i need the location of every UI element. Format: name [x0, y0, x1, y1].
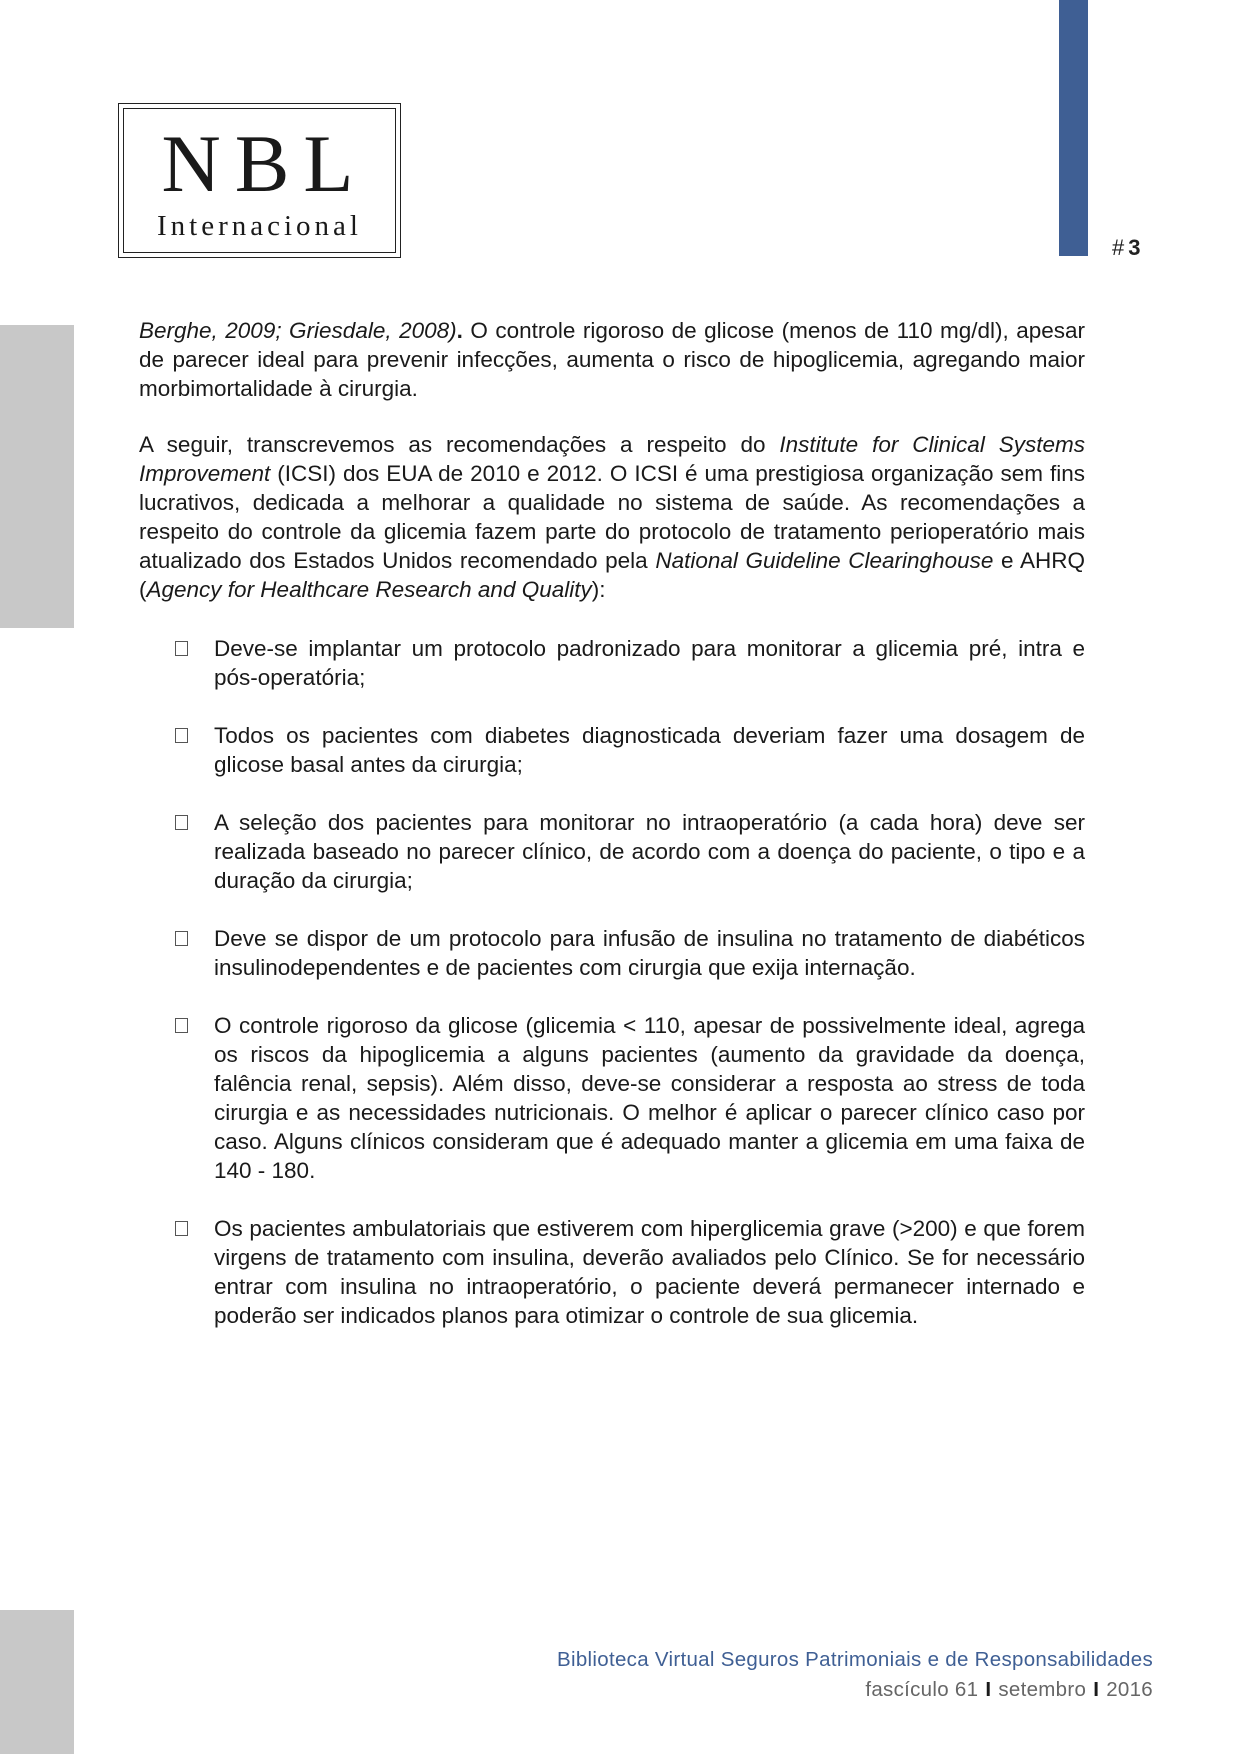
footer-title: Biblioteca Virtual Seguros Patrimoniais e de Responsabilidades — [557, 1648, 1153, 1671]
list-item — [139, 808, 1085, 895]
paragraph-2-text-d: ): — [591, 577, 606, 602]
page-number-prefix: # — [1112, 235, 1125, 260]
footer-month: setembro — [998, 1678, 1087, 1701]
nbl-logo — [118, 103, 401, 258]
accent-bar — [1059, 0, 1088, 256]
paragraph-2-text-a: A seguir, transcrevemos as recomendações a respeito do — [139, 432, 780, 457]
paragraph-1 — [139, 316, 1085, 403]
list-item-text: A seleção dos pacientes para monitorar no intraoperatório (a cada hora) deve ser realizada baseado no parecer clínico, de acordo com a doença do paciente, o tipo e a duração da cirurgia; — [214, 810, 1085, 893]
list-item — [139, 634, 1085, 692]
paragraph-1-text: O controle rigoroso de glicose (menos de 110 mg/dl), apesar de parecer ideal para prevenir infecções, aumenta o risco de hipoglicemia, agregando maior morbimortalidade à cirurgia. — [139, 318, 1085, 401]
bullet-box-icon — [175, 931, 188, 946]
citation: Berghe, 2009; Griesdale, 2008) — [139, 318, 457, 343]
paragraph-2-text-c: e AHRQ ( — [139, 548, 1085, 602]
footer-fasciculo: fascículo 61 — [865, 1678, 979, 1701]
list-item — [139, 1214, 1085, 1330]
article-body — [139, 316, 1085, 1359]
list-item-text: Deve-se implantar um protocolo padronizado para monitorar a glicemia pré, intra e pós-operatória; — [214, 636, 1085, 690]
paragraph-2-text-b: (ICSI) dos EUA de 2010 e 2012. O ICSI é uma prestigiosa organização sem fins lucrativos, dedicada a melhorar a qualidade no sistema de saúde. As recomendações a respeito do controle da glicemia fazem parte do protocolo de tratamento perioperatório mais atualizado dos Estados Unidos recomendado pela — [139, 461, 1085, 573]
logo-inner-frame — [123, 108, 396, 253]
paragraph-2 — [139, 430, 1085, 604]
bullet-box-icon — [175, 1018, 188, 1033]
logo-main-text: NBL — [161, 118, 368, 209]
footer-separator: I — [985, 1678, 992, 1701]
side-decoration-bottom — [0, 1610, 74, 1754]
side-decoration-top — [0, 325, 74, 628]
list-item-text: Os pacientes ambulatoriais que estiverem com hiperglicemia grave (>200) e que forem virgens de tratamento com insulina, deverão avaliados pelo Clínico. Se for necessário entrar com insulina no intraoperatório, o paciente deverá permanecer internado e poderão ser indicados planos para otimizar o controle de sua glicemia. — [214, 1216, 1085, 1328]
icsi-name: Institute for Clinical Systems Improvement — [139, 432, 1085, 486]
list-item — [139, 1011, 1085, 1185]
list-item-text: O controle rigoroso da glicose (glicemia < 110, apesar de possivelmente ideal, agrega os riscos da hipoglicemia a alguns pacientes (aumento da gravidade da doença, falência renal, sepsis). Além disso, deve-se considerar a resposta ao stress de toda cirurgia e as necessidades nutricionais. O melhor é aplicar o parecer clínico caso por caso. Alguns clínicos consideram que é adequado manter a glicemia em uma faixa de 140 - 180. — [214, 1013, 1085, 1183]
footer-year: 2016 — [1106, 1678, 1153, 1701]
list-item-text: Deve se dispor de um protocolo para infusão de insulina no tratamento de diabéticos insulinodependentes e de pacientes com cirurgia que exija internação. — [214, 926, 1085, 980]
footer-issue-info — [557, 1678, 1153, 1702]
page-footer — [557, 1648, 1153, 1702]
ngc-name: National Guideline Clearinghouse — [655, 548, 994, 573]
page-number-value: 3 — [1128, 235, 1141, 260]
citation-period: . — [456, 318, 463, 343]
list-item-text: Todos os pacientes com diabetes diagnosticada deveriam fazer uma dosagem de glicose basal antes da cirurgia; — [214, 723, 1085, 777]
list-item — [139, 721, 1085, 779]
ahrq-name: Agency for Healthcare Research and Quality — [146, 577, 592, 602]
bullet-box-icon — [175, 641, 188, 656]
bullet-box-icon — [175, 728, 188, 743]
bullet-box-icon — [175, 1221, 188, 1236]
page-number — [1112, 235, 1141, 261]
recommendations-list — [139, 634, 1085, 1330]
footer-separator: I — [1093, 1678, 1100, 1701]
logo-sub-text: Internacional — [157, 210, 362, 242]
bullet-box-icon — [175, 815, 188, 830]
list-item — [139, 924, 1085, 982]
